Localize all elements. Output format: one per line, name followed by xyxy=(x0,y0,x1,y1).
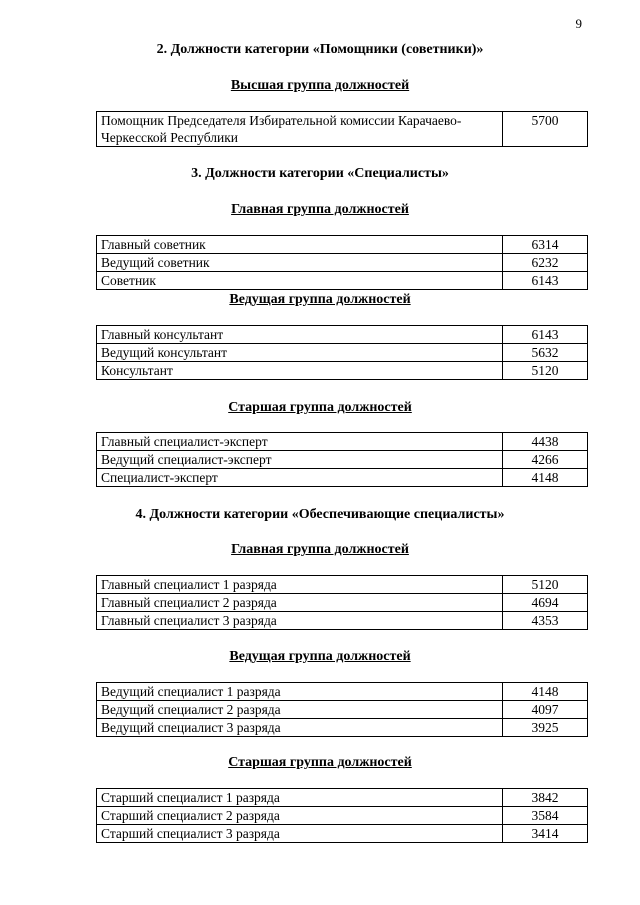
position-value: 5700 xyxy=(503,112,588,147)
group-heading: Старшая группа должностей xyxy=(228,400,412,415)
position-value: 6143 xyxy=(503,326,588,344)
table-row xyxy=(97,683,588,701)
position-name: Главный специалист-эксперт xyxy=(97,433,503,451)
table-row xyxy=(97,236,588,254)
table-row xyxy=(97,701,588,719)
positions-table xyxy=(96,111,588,147)
position-value: 5632 xyxy=(503,344,588,362)
position-value: 4148 xyxy=(503,683,588,701)
table-row xyxy=(97,112,588,147)
table-row xyxy=(97,612,588,630)
table-row xyxy=(97,344,588,362)
table-row xyxy=(97,272,588,290)
position-value: 4266 xyxy=(503,451,588,469)
position-name: Главный советник xyxy=(97,236,503,254)
position-name: Старший специалист 2 разряда xyxy=(97,807,503,825)
table-row xyxy=(97,254,588,272)
position-name: Старший специалист 1 разряда xyxy=(97,789,503,807)
position-value: 4148 xyxy=(503,469,588,487)
position-name: Главный специалист 1 разряда xyxy=(97,576,503,594)
table-row xyxy=(97,576,588,594)
position-name: Ведущий специалист 1 разряда xyxy=(97,683,503,701)
section-heading: 3. Должности категории «Специалисты» xyxy=(191,166,449,181)
position-name: Главный специалист 3 разряда xyxy=(97,612,503,630)
section-heading: 4. Должности категории «Обеспечивающие специалисты» xyxy=(135,507,505,522)
group-heading: Ведущая группа должностей xyxy=(229,292,411,307)
table-row xyxy=(97,469,588,487)
position-name: Ведущий советник xyxy=(97,254,503,272)
table-row xyxy=(97,719,588,737)
positions-table xyxy=(96,325,588,380)
page-number: 9 xyxy=(575,16,582,31)
position-value: 3842 xyxy=(503,789,588,807)
position-name: Помощник Председателя Избирательной комиссии Карачаево-Черкесской Республики xyxy=(97,112,503,147)
group-heading: Высшая группа должностей xyxy=(230,78,410,93)
positions-table xyxy=(96,235,588,290)
position-name: Старший специалист 3 разряда xyxy=(97,825,503,843)
position-value: 3414 xyxy=(503,825,588,843)
position-name: Ведущий консультант xyxy=(97,344,503,362)
table-row xyxy=(97,362,588,380)
position-value: 4694 xyxy=(503,594,588,612)
positions-table xyxy=(96,432,588,487)
table-row xyxy=(97,807,588,825)
position-value: 6232 xyxy=(503,254,588,272)
position-value: 3584 xyxy=(503,807,588,825)
group-heading: Главная группа должностей xyxy=(231,202,409,217)
table-row xyxy=(97,451,588,469)
position-name: Советник xyxy=(97,272,503,290)
positions-table xyxy=(96,575,588,630)
position-name: Ведущий специалист-эксперт xyxy=(97,451,503,469)
position-value: 6314 xyxy=(503,236,588,254)
position-value: 3925 xyxy=(503,719,588,737)
table-row xyxy=(97,433,588,451)
group-heading: Главная группа должностей xyxy=(231,542,409,557)
positions-table xyxy=(96,788,588,843)
position-name: Консультант xyxy=(97,362,503,380)
position-name: Специалист-эксперт xyxy=(97,469,503,487)
position-name: Главный специалист 2 разряда xyxy=(97,594,503,612)
section-heading: 2. Должности категории «Помощники (советники)» xyxy=(156,42,484,57)
position-value: 4438 xyxy=(503,433,588,451)
table-row xyxy=(97,789,588,807)
group-heading: Старшая группа должностей xyxy=(228,755,412,770)
position-value: 5120 xyxy=(503,362,588,380)
position-value: 4353 xyxy=(503,612,588,630)
position-value: 5120 xyxy=(503,576,588,594)
positions-table xyxy=(96,682,588,737)
position-value: 6143 xyxy=(503,272,588,290)
position-value: 4097 xyxy=(503,701,588,719)
table-row xyxy=(97,825,588,843)
position-name: Ведущий специалист 2 разряда xyxy=(97,701,503,719)
position-name: Главный консультант xyxy=(97,326,503,344)
table-row xyxy=(97,594,588,612)
group-heading: Ведущая группа должностей xyxy=(229,649,411,664)
position-name: Ведущий специалист 3 разряда xyxy=(97,719,503,737)
table-row xyxy=(97,326,588,344)
